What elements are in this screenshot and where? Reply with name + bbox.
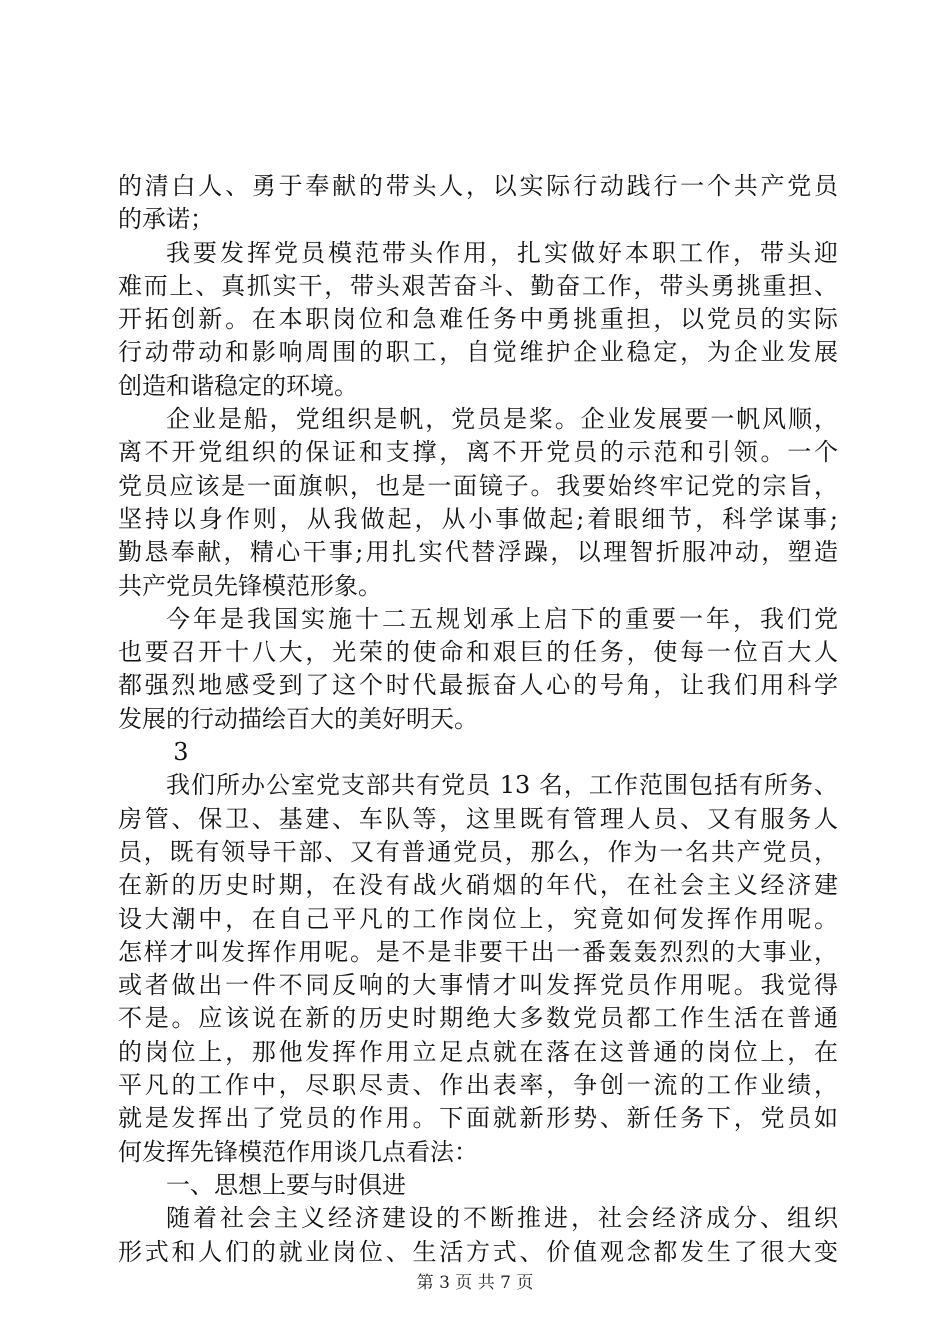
text-line: 一、思想上要与时俱进 <box>166 1170 406 1199</box>
text-line: 3 <box>173 738 189 767</box>
text-line: 在新的历史时期，在没有战火硝烟的年代，在社会主义经济建 <box>118 871 838 900</box>
text-line: 难而上、真抓实干，带头艰苦奋斗、勤奋工作，带头勇挑重担、 <box>118 271 838 300</box>
document-body <box>118 170 838 1269</box>
text-line: 的清白人、勇于奉献的带头人，以实际行动践行一个共产党员 <box>118 172 838 200</box>
text-line: 我要发挥党员模范带头作用，扎实做好本职工作，带头迎 <box>166 238 838 267</box>
text-line: 企业是船，党组织是帆，党员是桨。企业发展要一帆风顺， <box>166 405 838 434</box>
text-line: 怎样才叫发挥作用呢。是不是非要干出一番轰轰烈烈的大事业， <box>118 937 838 966</box>
text-line: 坚持以身作则，从我做起，从小事做起;着眼细节，科学谋事; <box>118 504 838 533</box>
text-line: 不是。应该说在新的历史时期绝大多数党员都工作生活在普通 <box>118 1004 838 1033</box>
text-line: 员，既有领导干部、又有普通党员，那么，作为一名共产党员， <box>118 837 838 866</box>
text-line: 设大潮中，在自己平凡的工作岗位上，究竟如何发挥作用呢。 <box>118 904 838 933</box>
text-line: 勤恳奉献，精心干事;用扎实代替浮躁，以理智折服冲动，塑造 <box>118 538 838 567</box>
text-line: 共产党员先锋模范形象。 <box>118 571 382 600</box>
text-line: 平凡的工作中，尽职尽责、作出表率，争创一流的工作业绩， <box>118 1071 838 1100</box>
text-line: 都强烈地感受到了这个时代最振奋人心的号角，让我们用科学 <box>118 671 838 700</box>
text-line: 何发挥先锋模范作用谈几点看法： <box>118 1137 478 1166</box>
text-line: 的承诺； <box>118 205 214 234</box>
text-line: 的岗位上，那他发挥作用立足点就在落在这普通的岗位上，在 <box>118 1037 838 1066</box>
text-line: 我们所办公室党支部共有党员 13 名，工作范围包括有所务、 <box>166 771 838 800</box>
text-line: 离不开党组织的保证和支撑，离不开党员的示范和引领。一个 <box>118 438 838 467</box>
text-line: 或者做出一件不同反响的大事情才叫发挥党员作用呢。我觉得 <box>118 971 838 1000</box>
text-line: 创造和谐稳定的环境。 <box>118 371 358 400</box>
text-line: 行动带动和影响周围的职工，自觉维护企业稳定，为企业发展 <box>118 338 838 367</box>
text-line: 也要召开十八大，光荣的使命和艰巨的任务，使每一位百大人 <box>118 638 838 667</box>
text-line: 形式和人们的就业岗位、生活方式、价值观念都发生了很大变 <box>118 1237 838 1266</box>
page-footer: 第 3 页 共 7 页 <box>416 1273 534 1293</box>
text-line: 发展的行动描绘百大的美好明天。 <box>118 704 478 733</box>
text-line: 房管、保卫、基建、车队等，这里既有管理人员、又有服务人 <box>118 804 838 833</box>
text-line: 开拓创新。在本职岗位和急难任务中勇挑重担，以党员的实际 <box>118 305 838 334</box>
text-line: 今年是我国实施十二五规划承上启下的重要一年，我们党 <box>166 604 838 633</box>
text-line: 党员应该是一面旗帜，也是一面镜子。我要始终牢记党的宗旨， <box>118 471 838 500</box>
text-line: 就是发挥出了党员的作用。下面就新形势、新任务下，党员如 <box>118 1104 838 1133</box>
text-line: 随着社会主义经济建设的不断推进，社会经济成分、组织 <box>166 1204 838 1233</box>
